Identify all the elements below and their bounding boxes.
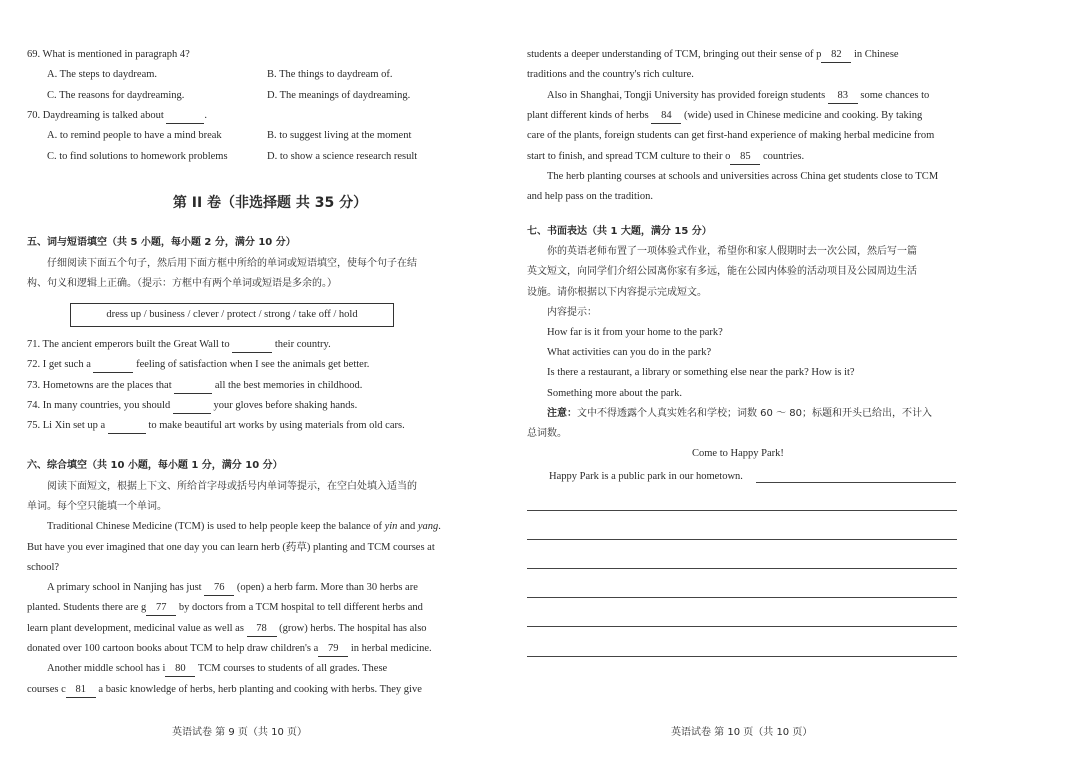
right-page [527, 0, 1080, 762]
section5-heading: 五、词与短语填空（共 5 小题，每小题 2 分，满分 10 分） [27, 237, 296, 248]
answer-blank [108, 419, 146, 434]
section6-heading: 六、综合填空（共 10 小题，每小题 1 分，满分 10 分） [27, 460, 283, 471]
section7-heading: 七、书面表达（共 1 大题，满分 15 分） [527, 226, 712, 237]
passage-line: start to finish, and spread TCM culture to their o 85 countries. [527, 150, 804, 165]
q73: 73. Hometowns are the places that all the best memories in childhood. [27, 379, 362, 394]
q70-question: 70. Daydreaming is talked about . [27, 109, 207, 124]
section5-instructions-line2: 构、句义和逻辑上正确。（提示：方框中有两个单词或短语是多余的。） [27, 278, 337, 289]
passage-line: Also in Shanghai, Tongji University has provided foreign students 83 some chances to [547, 89, 929, 104]
writing-line[interactable] [527, 626, 957, 627]
answer-blank [166, 109, 204, 124]
hint-item: Is there a restaurant, a library or something else near the park? How is it? [547, 367, 855, 378]
blank-78: 78 [247, 622, 277, 637]
section6-instructions-line1: 阅读下面短文，根据上下文、所给首字母或括号内单词等提示，在空白处填入适当的 [47, 481, 417, 492]
q70-option-a: A. to remind people to have a mind break [47, 130, 222, 141]
writing-line[interactable] [527, 597, 957, 598]
answer-blank [173, 399, 211, 414]
q69-option-a: A. The steps to daydream. [47, 69, 158, 80]
section7-instructions-line2: 英文短文，向同学们介绍公园离你家有多远，能在公园内体验的活动项目及公园周边生活 [527, 266, 917, 277]
passage-line: Another middle school has i 80 TCM courses to students of all grades. These [47, 662, 387, 677]
q69-option-b: B. The things to daydream of. [267, 69, 393, 80]
essay-opening: Happy Park is a public park in our hometown. [549, 471, 743, 482]
passage-line: Traditional Chinese Medicine (TCM) is used to help people keep the balance of yin and yang. [47, 521, 441, 532]
passage-line: school? [27, 562, 60, 573]
page-footer: 英语试卷 第 10 页（共 10 页） [671, 727, 813, 738]
section5-instructions-line1: 仔细阅读下面五个句子，然后用下面方框中所给的单词或短语填空，使每个句子在结 [47, 258, 417, 269]
q71: 71. The ancient emperors built the Great Wall to their country. [27, 338, 331, 353]
q70-option-b: B. to suggest living at the moment [267, 130, 412, 141]
passage-line: and help pass on the tradition. [527, 191, 653, 202]
blank-82: 82 [821, 48, 851, 63]
passage-line: donated over 100 cartoon books about TCM to help draw children's a 79 in herbal medicine. [27, 642, 432, 657]
passage-line: care of the plants, foreign students can get first-hand experience of making herbal medicine from [527, 130, 935, 141]
q69-option-d: D. The meanings of daydreaming. [267, 90, 411, 101]
writing-line[interactable] [756, 482, 956, 483]
passage-line: traditions and the country's rich culture. [527, 69, 694, 80]
answer-blank [93, 358, 133, 373]
hint-item: What activities can you do in the park? [547, 347, 712, 358]
blank-76: 76 [204, 581, 234, 596]
note-line2: 总词数。 [527, 428, 567, 439]
answer-blank [174, 379, 212, 394]
passage-line: The herb planting courses at schools and universities across China get students close to TCM [547, 171, 939, 182]
hint-item: How far is it from your home to the park? [547, 327, 723, 338]
writing-line[interactable] [527, 656, 957, 657]
q70-option-d: D. to show a science research result [267, 151, 418, 162]
passage-line: planted. Students there are g 77 by doctors from a TCM hospital to tell different herbs and [27, 601, 423, 616]
q69-option-c: C. The reasons for daydreaming. [47, 90, 185, 101]
part2-title: 第 II 卷（非选择题 共 35 分） [172, 195, 368, 211]
writing-line[interactable] [527, 539, 957, 540]
blank-79: 79 [318, 642, 348, 657]
blank-85: 85 [730, 150, 760, 165]
writing-line[interactable] [527, 510, 957, 511]
section7-instructions-line3: 设施。请你根据以下内容提示完成短文。 [527, 287, 707, 298]
blank-77: 77 [146, 601, 176, 616]
passage-line: But have you ever imagined that one day you can learn herb (药草) planting and TCM courses at [27, 542, 435, 553]
page-footer: 英语试卷 第 9 页（共 10 页） [172, 727, 307, 738]
passage-line: A primary school in Nanjing has just 76 (open) a herb farm. More than 30 herbs are [47, 581, 418, 596]
hint-item: Something more about the park. [547, 388, 683, 399]
word-box: dress up / business / clever / protect / strong / take off / hold [70, 303, 394, 327]
passage-line: students a deeper understanding of TCM, bringing out their sense of p 82 in Chinese [527, 48, 899, 63]
q70-option-c: C. to find solutions to homework problems [47, 151, 228, 162]
q74: 74. In many countries, you should your gloves before shaking hands. [27, 399, 357, 414]
note-line1: 注意：文中不得透露个人真实姓名和学校；词数 60 ～ 80；标题和开头已给出，不计入 [547, 408, 932, 419]
blank-81: 81 [66, 683, 96, 698]
answer-blank [232, 338, 272, 353]
section6-instructions-line2: 单词。每个空只能填一个单词。 [27, 501, 167, 512]
blank-83: 83 [828, 89, 858, 104]
blank-80: 80 [165, 662, 195, 677]
passage-line: learn plant development, medicinal value as well as 78 (grow) herbs. The hospital has also [27, 622, 427, 637]
blank-84: 84 [651, 109, 681, 124]
q69-question: 69. What is mentioned in paragraph 4? [27, 49, 190, 60]
q75: 75. Li Xin set up a to make beautiful art works by using materials from old cars. [27, 419, 405, 434]
passage-line: courses c 81 a basic knowledge of herbs, herb planting and cooking with herbs. They give [27, 683, 422, 698]
section7-instructions-line1: 你的英语老师布置了一项体验式作业，希望你和家人假期时去一次公园，然后写一篇 [547, 246, 917, 257]
passage-line: plant different kinds of herbs 84 (wide) used in Chinese medicine and cooking. By taking [527, 109, 922, 124]
essay-title: Come to Happy Park! [692, 448, 784, 459]
writing-line[interactable] [527, 568, 957, 569]
q72: 72. I get such a feeling of satisfaction when I see the animals get better. [27, 358, 369, 373]
hint-label: 内容提示： [547, 307, 597, 318]
